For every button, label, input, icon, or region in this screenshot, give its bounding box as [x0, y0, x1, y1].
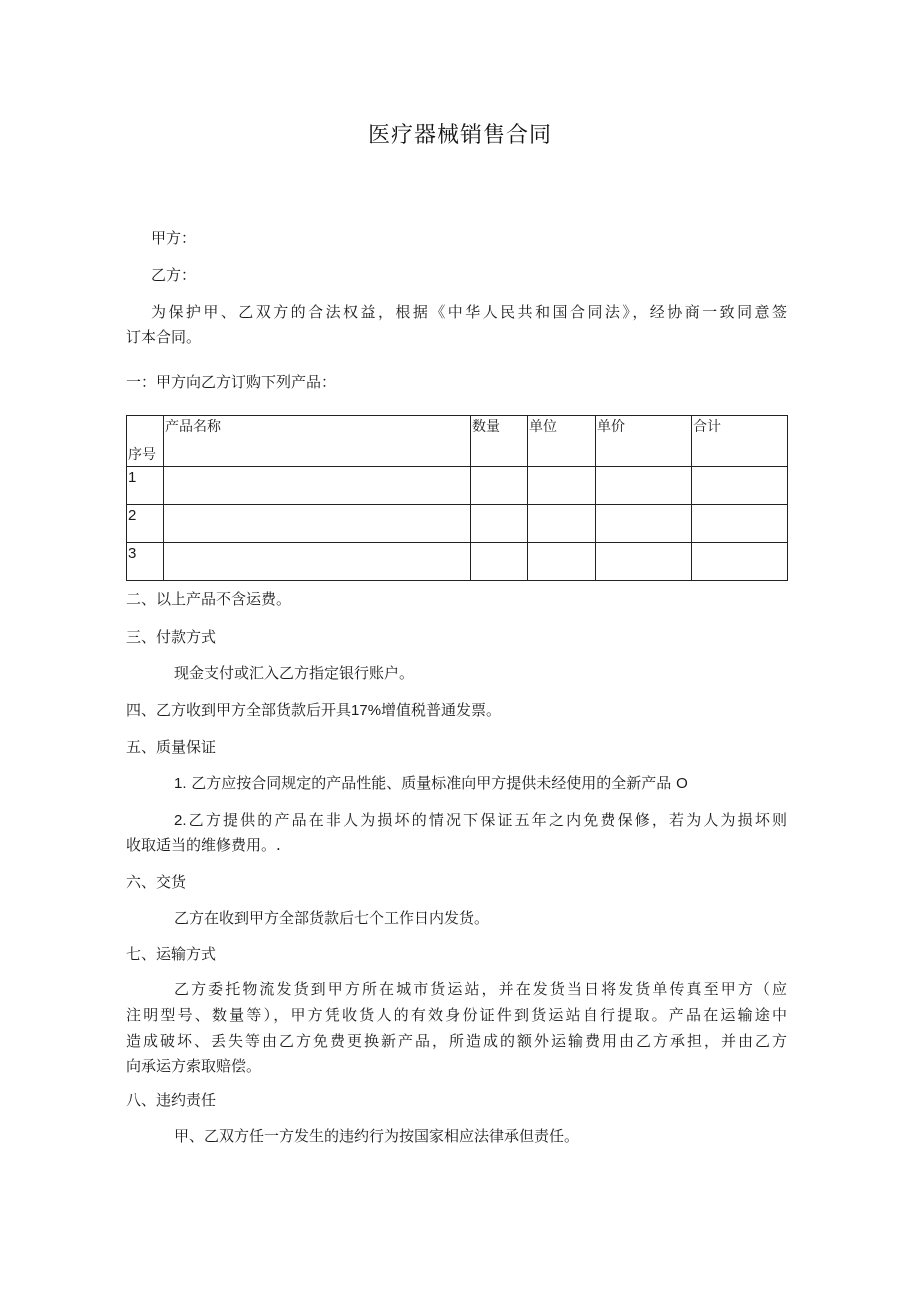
section-5-item-2: [174, 807, 787, 834]
table-row: [127, 543, 788, 581]
row-total: [692, 543, 788, 581]
row-seq: 1: [127, 467, 164, 505]
section-7-line-1: 乙方委托物流发货到甲方所在城市货运站，并在发货当日将发货单传真至甲方（应: [174, 980, 787, 998]
row-product-name: [164, 505, 471, 543]
row-unit-price: [596, 543, 692, 581]
table-header-row: [127, 416, 788, 467]
row-product-name: [164, 543, 471, 581]
item-1-number: 1.: [174, 775, 187, 792]
section-7-line-2: 注明型号、数量等），甲方凭收货人的有效身份证件到货运站自行提取。产品在运输途中: [126, 1006, 787, 1024]
item-2-line-1: [174, 807, 787, 834]
row-unit: [528, 543, 596, 581]
intro-line-1: 为保护甲、乙双方的合法权益，根据《中华人民共和国合同法》，经协商一致同意签: [151, 303, 787, 321]
row-seq: 2: [127, 505, 164, 543]
row-quantity: [471, 467, 528, 505]
section-7-heading: 七、运输方式: [126, 945, 217, 963]
product-table: [126, 415, 788, 581]
section-7-line-3: 造成破坏、丢失等由乙方免费更换新产品，所造成的额外运输费用由乙方承担，并由乙方: [126, 1032, 787, 1050]
section-7-line-4: 向承运方索取赔偿。: [126, 1057, 262, 1075]
table-row: [127, 505, 788, 543]
header-total: 合计: [692, 416, 788, 467]
section-3-body: 现金支付或汇入乙方指定银行账户。: [174, 664, 415, 682]
party-b-label: 乙方：: [151, 266, 197, 284]
section-6-heading: 六、交货: [126, 873, 187, 891]
section-3-heading: 三、付款方式: [126, 628, 217, 646]
section-5-item-1: [174, 771, 688, 796]
row-unit-price: [596, 467, 692, 505]
section-2-heading: 二、以上产品不含运费。: [126, 590, 292, 608]
row-quantity: [471, 543, 528, 581]
section-5-heading: 五、质量保证: [126, 738, 217, 756]
row-unit-price: [596, 505, 692, 543]
item-2-line-2: 收取适当的维修费用。.: [126, 836, 281, 854]
header-unit: 单位: [528, 416, 596, 467]
row-total: [692, 467, 788, 505]
table-row: [127, 467, 788, 505]
section-7-body: [174, 976, 787, 1002]
item-2-number: 2.: [174, 812, 187, 829]
intro-line-2: 订本合同。: [126, 328, 202, 346]
row-seq: 3: [127, 543, 164, 581]
section-1-heading: 一：甲方向乙方订购下列产品：: [126, 373, 337, 391]
item-1-text: 乙方应按合同规定的产品性能、质量标准向甲方提供未经使用的全新产品: [191, 774, 672, 792]
header-quantity: 数量: [471, 416, 528, 467]
header-product-name: 产品名称: [164, 416, 471, 467]
section-4-post: 增值税普通发票。: [381, 701, 502, 719]
row-product-name: [164, 467, 471, 505]
section-4-pre: 四、乙方收到甲方全部货款后开具: [126, 701, 352, 719]
section-4-rate: 17%: [351, 702, 382, 719]
section-8-body: 甲、乙双方任一方发生的违约行为按国家相应法律承但责任。: [174, 1127, 580, 1145]
header-seq: 序号: [127, 416, 164, 467]
section-6-body: 乙方在收到甲方全部货款后七个工作日内发货。: [174, 909, 490, 927]
section-4-heading: [126, 698, 501, 723]
intro-paragraph: [151, 299, 787, 325]
section-7-body-cont: [126, 1002, 787, 1054]
row-unit: [528, 505, 596, 543]
party-a-label: 甲方：: [151, 229, 197, 247]
row-unit: [528, 467, 596, 505]
row-quantity: [471, 505, 528, 543]
row-total: [692, 505, 788, 543]
header-unit-price: 单价: [596, 416, 692, 467]
section-8-heading: 八、违约责任: [126, 1091, 217, 1109]
item-1-end-mark: O: [676, 775, 688, 792]
document-title: 医疗器械销售合同: [367, 123, 552, 148]
item-2-text-line-1: 乙方提供的产品在非人为损坏的情况下保证五年之内免费保修，若为人为损坏则: [186, 811, 787, 829]
